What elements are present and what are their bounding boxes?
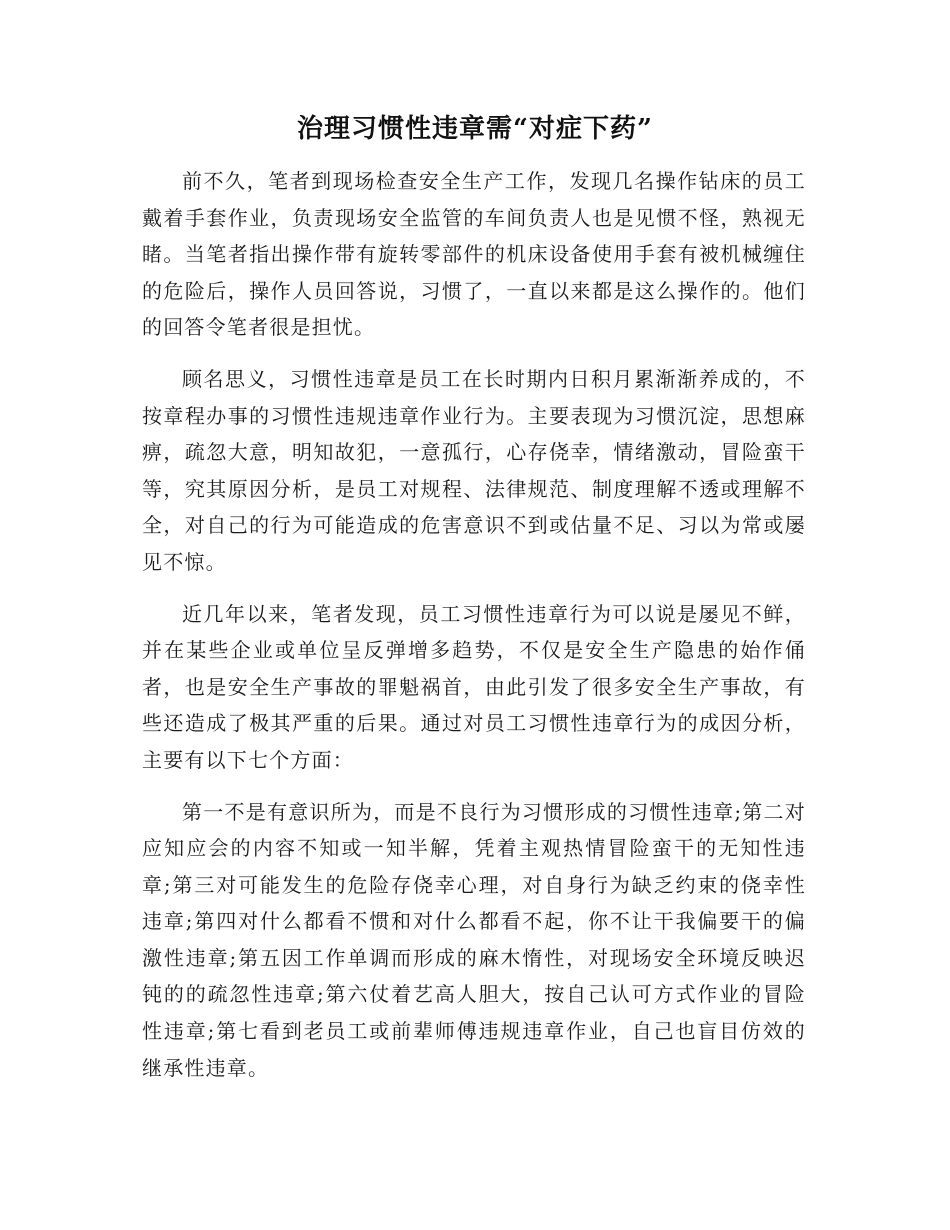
paragraph-1: 前不久，笔者到现场检查安全生产工作，发现几名操作钻床的员工戴着手套作业，负责现场安全监管的车间负责人也是见惯不怪，熟视无睹。当笔者指出操作带有旋转零部件的机床设备使用手套有被机械缠住的危险后，操作人员回答说，习惯了，一直以来都是这么操作的。他们的回答令笔者很是担忧。 [142,169,806,340]
paragraph-3: 近几年以来，笔者发现，员工习惯性违章行为可以说是屡见不鲜，并在某些企业或单位呈反弹增多趋势，不仅是安全生产隐患的始作俑者，也是安全生产事故的罪魁祸首，由此引发了很多安全生产事故，有些还造成了极其严重的后果。通过对员工习惯性违章行为的成因分析，主要有以下七个方面： [142,601,806,772]
document-body [142,163,806,1101]
document-title: 治理习惯性违章需“对症下药” [297,114,653,144]
paragraph-2: 顾名思义，习惯性违章是员工在长时期内日积月累渐渐养成的，不按章程办事的习惯性违规违章作业行为。主要表现为习惯沉淀，思想麻痹，疏忽大意，明知故犯，一意孤行，心存侥幸，情绪激动，冒险蛮干等，究其原因分析，是员工对规程、法律规范、制度理解不透或理解不全，对自己的行为可能造成的危害意识不到或估量不足、习以为常或屡见不惊。 [142,366,806,574]
paragraph-4: 第一不是有意识所为，而是不良行为习惯形成的习惯性违章;第二对应知应会的内容不知或一知半解，凭着主观热情冒险蛮干的无知性违章;第三对可能发生的危险存侥幸心理，对自身行为缺乏约束的侥幸性违章;第四对什么都看不惯和对什么都看不起，你不让干我偏要干的偏激性违章;第五因工作单调而形成的麻木惰性，对现场安全环境反映迟钝的的疏忽性违章;第六仗着艺高人胆大，按自己认可方式作业的冒险性违章;第七看到老员工或前辈师傅违规违章作业，自己也盲目仿效的继承性违章。 [142,799,806,1080]
